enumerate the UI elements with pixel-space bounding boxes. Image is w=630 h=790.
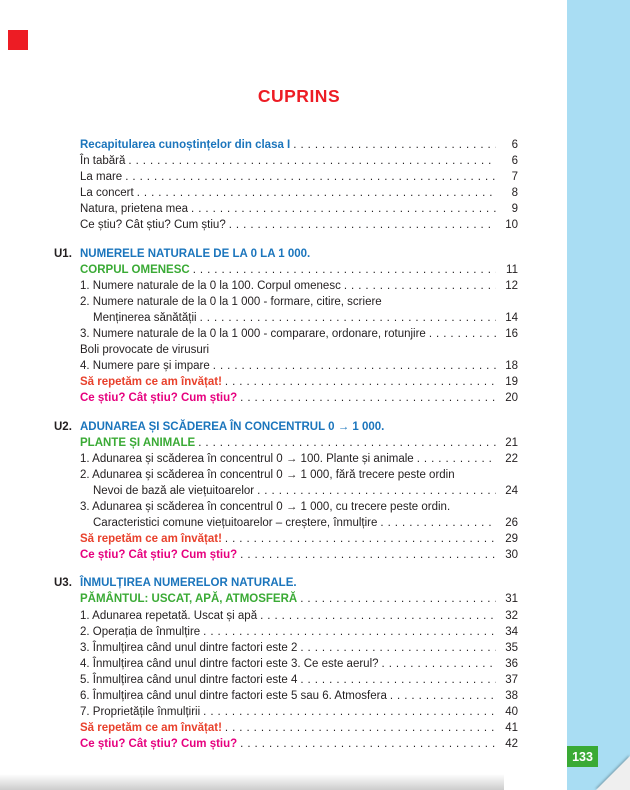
unit-title: NUMERELE NATURALE DE LA 0 LA 1 000. [80, 247, 311, 260]
dotted-leader [125, 169, 496, 185]
dotted-leader [225, 374, 496, 390]
unit-number: U3. [54, 577, 72, 590]
toc-entry-label: Caracteristici comune viețuitoarelor – creștere, înmulțire [93, 517, 378, 530]
toc-entry-label: Ce știu? Cât știu? Cum știu? [80, 738, 238, 751]
toc-entry [80, 435, 518, 451]
toc-entry-label: Nevoi de bază ale viețuitoarelor [93, 484, 255, 497]
dotted-leader [225, 720, 496, 736]
dotted-leader [213, 358, 496, 374]
dotted-leader [429, 326, 496, 342]
dotted-leader [240, 547, 496, 563]
dotted-leader [229, 217, 496, 233]
toc-entry [80, 499, 518, 515]
dotted-leader [137, 185, 496, 201]
toc-entry-label: 3. Înmulțirea când unul dintre factori este 2 [80, 641, 298, 654]
toc-entry-page: 35 [505, 641, 518, 654]
toc-entry-page: 12 [505, 279, 518, 292]
toc-entry-label: 1. Adunarea și scăderea în concentrul 0 → 100. Plante și animale [80, 452, 414, 465]
toc-entry [80, 169, 518, 185]
toc-entry [80, 294, 518, 310]
toc-entry [80, 640, 518, 656]
toc-entry-page: 6 [511, 155, 518, 168]
toc-unit-header [54, 575, 518, 591]
toc-entry-label: Menținerea sănătății [93, 311, 197, 324]
side-strip [567, 0, 630, 790]
dotted-leader [240, 390, 496, 406]
dotted-leader [300, 591, 496, 607]
dotted-leader [240, 736, 496, 752]
dotted-leader [128, 153, 496, 169]
toc-entry-page: 19 [505, 376, 518, 389]
toc-entry-page: 34 [505, 625, 518, 638]
table-of-contents [54, 137, 518, 752]
toc-entry-label: 1. Numere naturale de la 0 la 100. Corpul omenesc [80, 279, 341, 292]
dotted-leader [203, 704, 496, 720]
toc-entry [80, 262, 518, 278]
dotted-leader [344, 278, 496, 294]
page-title: CUPRINS [257, 86, 341, 106]
toc-content [54, 86, 518, 752]
toc-entry-page: 10 [505, 219, 518, 232]
toc-entry-page: 41 [505, 722, 518, 735]
toc-entry-page: 22 [505, 452, 518, 465]
toc-entry [80, 547, 518, 563]
toc-entry-page: 7 [511, 171, 518, 184]
toc-unit-header [54, 246, 518, 262]
toc-entry-page: 21 [505, 436, 518, 449]
toc-entry-label: La concert [80, 187, 134, 200]
toc-entry-label: Ce știu? Cât știu? Cum știu? [80, 392, 238, 405]
toc-entry [80, 608, 518, 624]
dotted-leader [193, 262, 496, 278]
toc-entry-label: Boli provocate de virusuri [80, 344, 210, 357]
toc-entry-label: 4. Înmulțirea când unul dintre factori este 3. Ce este aerul? [80, 657, 379, 670]
toc-entry-label: 5. Înmulțirea când unul dintre factori este 4 [80, 673, 298, 686]
toc-entry-label: Să repetăm ce am învățat! [80, 533, 222, 546]
toc-entry-label: Ce știu? Cât știu? Cum știu? [80, 219, 226, 232]
toc-entry-label: 3. Adunarea și scăderea în concentrul 0 → 1 000, cu trecere peste ordin. [80, 500, 451, 513]
toc-entry-label: Recapitularea cunoștințelor din clasa I [80, 139, 291, 151]
toc-entry [80, 278, 518, 294]
toc-entry-label: Să repetăm ce am învățat! [80, 376, 222, 389]
dotted-leader [198, 435, 496, 451]
toc-entry-page: 40 [505, 706, 518, 719]
unit-number: U1. [54, 247, 72, 260]
page-bottom-shadow [0, 774, 504, 790]
toc-entry-page: 24 [505, 484, 518, 497]
toc-entry [80, 153, 518, 169]
toc-entry-page: 31 [505, 593, 518, 606]
dotted-leader [260, 608, 496, 624]
toc-entry-label: 7. Proprietățile înmulțirii [80, 706, 201, 719]
toc-entry [80, 342, 518, 358]
toc-entry-page: 36 [505, 657, 518, 670]
dotted-leader [300, 672, 496, 688]
toc-entry-label: 2. Adunarea și scăderea în concentrul 0 → 1 000, fără trecere peste ordin [80, 468, 455, 481]
unit-title: ADUNAREA ȘI SCĂDEREA ÎN CONCENTRUL 0 → 1 000. [80, 420, 385, 433]
toc-entry-page: 8 [511, 187, 518, 200]
toc-entry [80, 201, 518, 217]
toc-entry-label: La mare [80, 171, 123, 184]
toc-entry-label: 6. Înmulțirea când unul dintre factori este 5 sau 6. Atmosfera [80, 690, 387, 702]
toc-unit-header [54, 419, 518, 435]
toc-entry-page: 32 [505, 609, 518, 622]
toc-entry-label: Natura, prietena mea [80, 203, 189, 216]
dotted-leader [225, 531, 496, 547]
toc-entry [80, 531, 518, 547]
toc-entry-page: 11 [506, 263, 518, 276]
dotted-leader [380, 515, 496, 531]
toc-entry [80, 656, 518, 672]
toc-entry [80, 720, 518, 736]
toc-entry [80, 483, 518, 499]
toc-entry [80, 137, 518, 153]
toc-entry [80, 326, 518, 342]
toc-entry-label: 3. Numere naturale de la 0 la 1 000 - comparare, ordonare, rotunjire [80, 328, 426, 341]
page-number-badge: 133 [567, 746, 598, 767]
unit-title: ÎNMULȚIREA NUMERELOR NATURALE. [80, 577, 297, 590]
toc-entry-page: 16 [505, 328, 518, 341]
dotted-leader [257, 483, 496, 499]
dotted-leader [191, 201, 496, 217]
toc-entry-page: 9 [511, 203, 518, 216]
toc-entry-page: 20 [505, 392, 518, 405]
toc-entry [80, 374, 518, 390]
toc-entry [80, 688, 518, 704]
toc-entry-label: Ce știu? Cât știu? Cum știu? [80, 549, 238, 562]
toc-entry-page: 6 [511, 139, 518, 151]
toc-entry-page: 29 [505, 533, 518, 546]
page-corner-fold [596, 756, 630, 790]
toc-entry-label: 1. Adunarea repetată. Uscat și apă [80, 609, 258, 622]
toc-entry [80, 217, 518, 233]
toc-entry-page: 42 [505, 738, 518, 751]
toc-entry-page: 37 [505, 673, 518, 686]
toc-entry [80, 515, 518, 531]
unit-number: U2. [54, 420, 72, 433]
unit-subject: CORPUL OMENESC [80, 263, 190, 276]
toc-entry-page: 26 [505, 517, 518, 530]
toc-entry-label: Să repetăm ce am învățat! [80, 722, 222, 735]
toc-entry [80, 672, 518, 688]
toc-entry [80, 185, 518, 201]
toc-entry [80, 704, 518, 720]
dotted-leader [203, 624, 496, 640]
toc-entry-page: 18 [505, 360, 518, 373]
toc-entry-page: 30 [505, 549, 518, 562]
dotted-leader [417, 451, 496, 467]
toc-entry [80, 736, 518, 752]
dotted-leader [200, 310, 496, 326]
toc-entry-label: 2. Numere naturale de la 0 la 1 000 - formare, citire, scriere [80, 295, 382, 308]
toc-entry-page: 14 [505, 311, 518, 324]
toc-entry-page: 38 [505, 690, 518, 702]
dotted-leader [293, 137, 496, 153]
toc-entry [80, 591, 518, 607]
unit-subject: PĂMÂNTUL: USCAT, APĂ, ATMOSFERĂ [80, 593, 298, 606]
toc-entry [80, 390, 518, 406]
toc-entry [80, 310, 518, 326]
toc-entry-label: 2. Operația de înmulțire [80, 625, 201, 638]
dotted-leader [382, 656, 496, 672]
toc-entry [80, 624, 518, 640]
toc-entry [80, 467, 518, 483]
dotted-leader [300, 640, 496, 656]
toc-entry [80, 358, 518, 374]
toc-entry-label: 4. Numere pare și impare [80, 360, 210, 373]
toc-entry-label: În tabără [80, 155, 126, 168]
toc-entry [80, 451, 518, 467]
red-corner-square [8, 30, 28, 50]
dotted-leader [390, 688, 496, 704]
unit-subject: PLANTE ȘI ANIMALE [80, 436, 196, 449]
